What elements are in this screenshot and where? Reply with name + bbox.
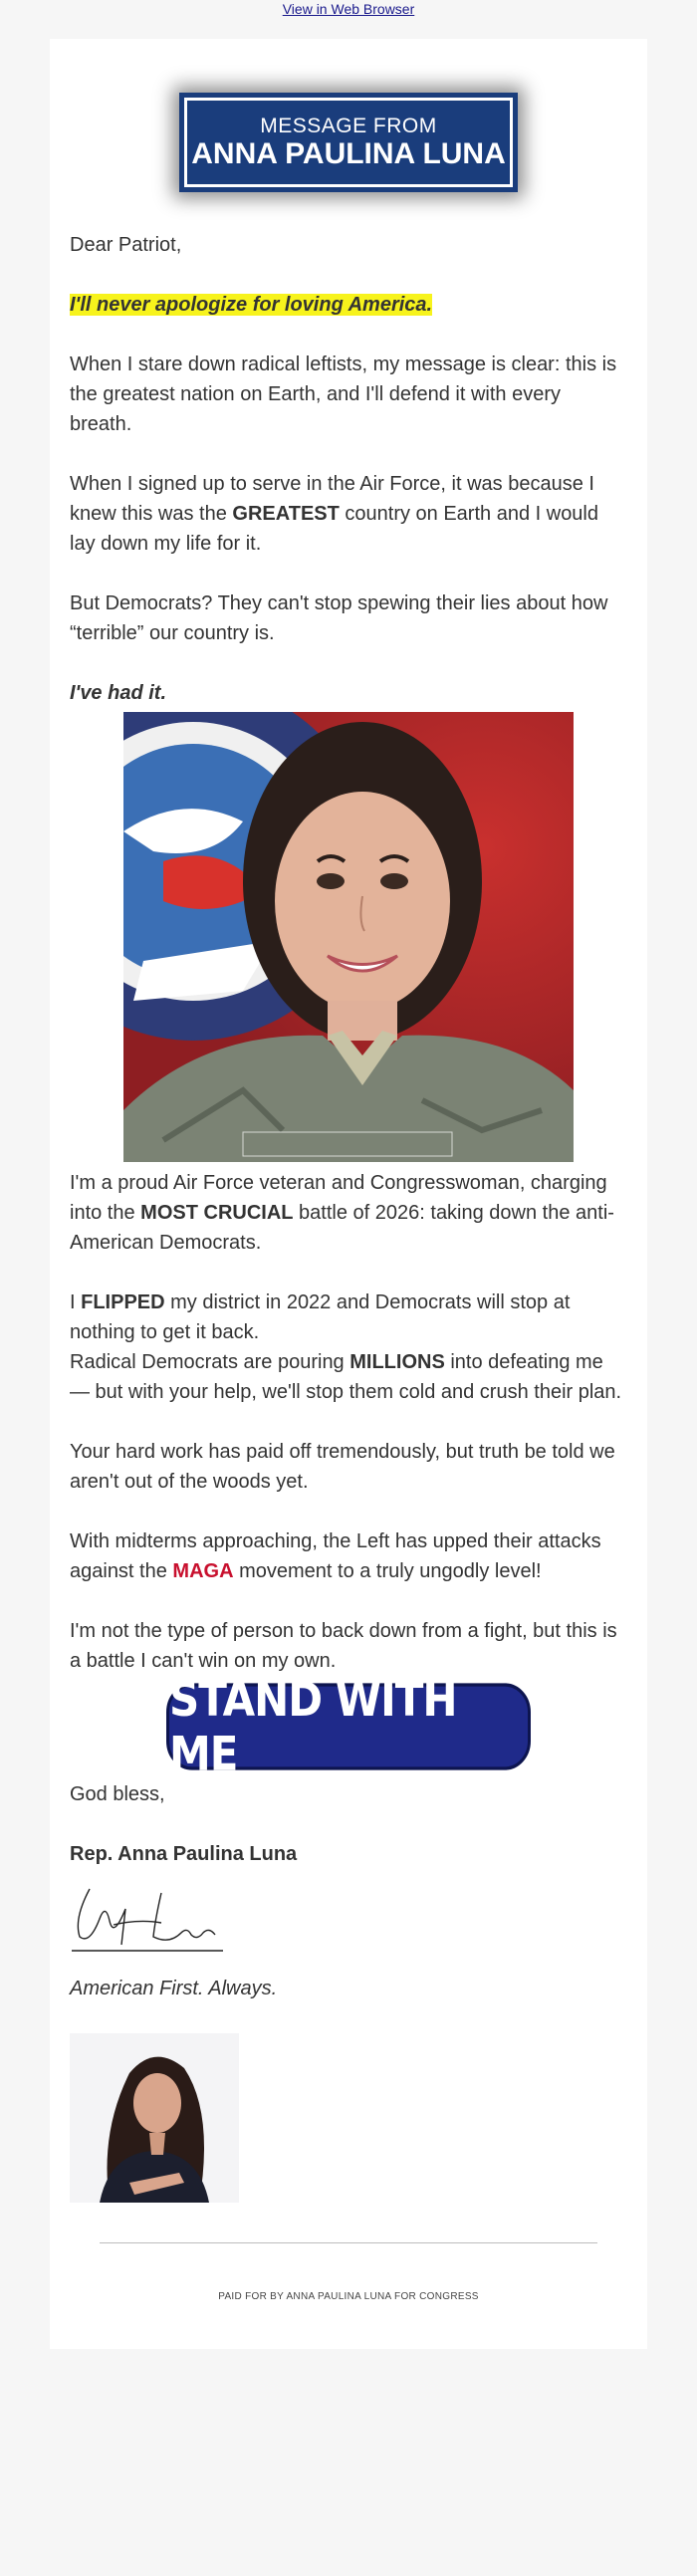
message-from-banner bbox=[179, 93, 518, 192]
paragraph-9: I'm not the type of person to back down from a fight, but this is a battle I can't win on my own. bbox=[70, 1620, 617, 1672]
highlight-paragraph bbox=[70, 290, 627, 320]
headshot-icon bbox=[70, 2033, 239, 2203]
p6a-text-b: my district in 2022 and Democrats will stop at nothing to get it back. bbox=[70, 1291, 571, 1343]
photo-wrap bbox=[50, 712, 647, 1162]
handwritten-signature bbox=[70, 1879, 627, 1966]
ive-had-it: I've had it. bbox=[70, 682, 167, 704]
paragraph-4 bbox=[70, 678, 627, 708]
email-card bbox=[50, 39, 647, 2349]
p6a-bold: FLIPPED bbox=[81, 1291, 165, 1313]
banner-text bbox=[191, 115, 506, 170]
p5-text-b: battle of 2026: taking down the anti-American Democrats. bbox=[70, 1202, 614, 1254]
p2-text-a: When I signed up to serve in the Air Force, it was because I knew this was the bbox=[70, 473, 594, 525]
paragraph-8 bbox=[70, 1526, 627, 1586]
p8-text-a: With midterms approaching, the Left has upped their attacks against the bbox=[70, 1530, 601, 1582]
closing: God bless, bbox=[70, 1783, 165, 1805]
p6a-text-a: I bbox=[70, 1291, 82, 1313]
p6b-text-a: Radical Democrats are pouring bbox=[70, 1351, 350, 1373]
banner-wrap bbox=[50, 39, 647, 192]
paragraph-2 bbox=[70, 469, 627, 559]
military-portrait-icon bbox=[123, 712, 574, 1162]
p2-bold: GREATEST bbox=[232, 503, 340, 525]
cta-wrap bbox=[50, 1672, 647, 1781]
p8-text-b: movement to a truly ungodly level! bbox=[233, 1560, 542, 1582]
letter-body-2 bbox=[50, 1168, 647, 1676]
p6b-bold: MILLIONS bbox=[349, 1351, 445, 1373]
paragraph-7: Your hard work has paid off tremendously, but truth be told we aren't out of the woods yet. bbox=[70, 1441, 615, 1493]
p6b-text-b: into defeating me — but with your help, we'll stop them cold and crush their plan. bbox=[70, 1351, 622, 1403]
stand-with-me-button[interactable]: STAND WITH ME bbox=[166, 1683, 531, 1769]
signature-name: Rep. Anna Paulina Luna bbox=[70, 1843, 298, 1865]
letter-body bbox=[50, 230, 647, 708]
p5-text-a: I'm a proud Air Force veteran and Congresswoman, charging into the bbox=[70, 1172, 607, 1224]
banner-line-2: ANNA PAULINA LUNA bbox=[191, 137, 506, 170]
signature-icon bbox=[70, 1879, 229, 1961]
headshot-photo bbox=[70, 2033, 239, 2203]
p2-text-b: country on Earth and I would lay down my life for it. bbox=[70, 503, 598, 555]
letter-closing bbox=[50, 1779, 647, 2203]
footer-divider bbox=[100, 2242, 597, 2243]
tagline: American First. Always. bbox=[70, 1978, 278, 1999]
paragraph-6a bbox=[70, 1288, 627, 1347]
paragraph-3: But Democrats? They can't stop spewing their lies about how “terrible” our country is. bbox=[70, 592, 608, 644]
military-portrait-photo bbox=[123, 712, 574, 1162]
paragraph-5 bbox=[70, 1168, 627, 1258]
greeting: Dear Patriot, bbox=[70, 234, 182, 256]
paid-for-disclaimer: PAID FOR BY ANNA PAULINA LUNA FOR CONGRESS bbox=[218, 2291, 479, 2302]
p5-bold: MOST CRUCIAL bbox=[140, 1202, 294, 1224]
paragraph-6b bbox=[70, 1347, 627, 1407]
view-in-browser-bar bbox=[0, 0, 697, 37]
banner-line-1: MESSAGE FROM bbox=[260, 115, 437, 137]
view-in-browser-link[interactable]: View in Web Browser bbox=[282, 1, 415, 17]
highlighted-text: I'll never apologize for loving America. bbox=[70, 294, 433, 316]
maga-red-text: MAGA bbox=[172, 1560, 234, 1582]
paragraph-1: When I stare down radical leftists, my message is clear: this is the greatest nation on Earth, and I'll defend it with every breath. bbox=[70, 353, 617, 435]
